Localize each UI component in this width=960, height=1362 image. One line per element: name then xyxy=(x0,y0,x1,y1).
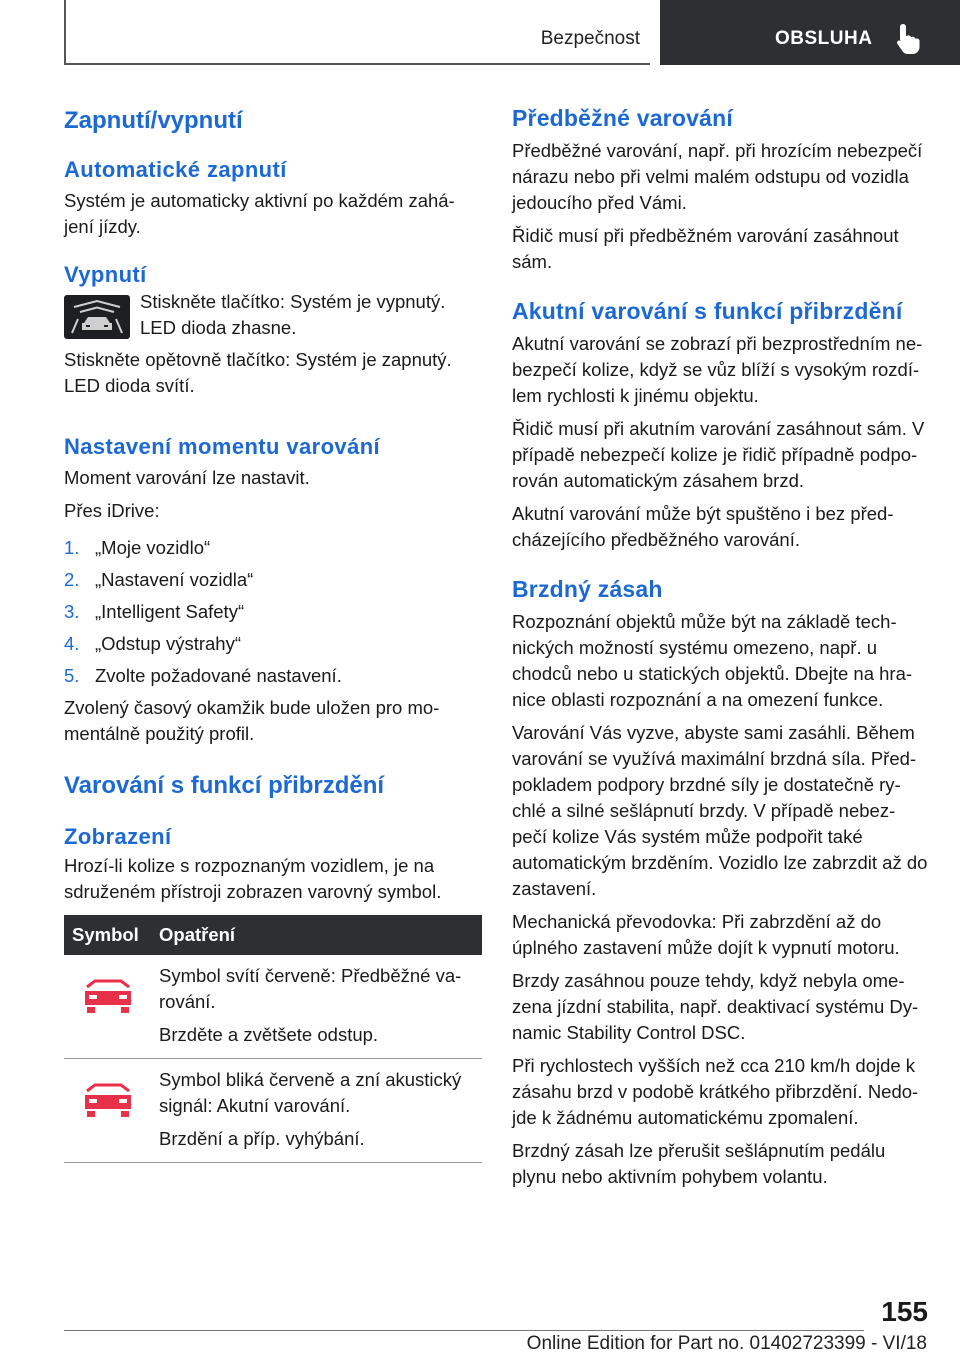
list-item xyxy=(64,663,482,689)
action-cell xyxy=(151,955,482,1059)
symbol-table xyxy=(64,915,482,1163)
header-chapter-tab[interactable] xyxy=(660,0,960,65)
page-number: 155 xyxy=(881,1296,928,1327)
text-off-press-button: Stiskněte tlačítko: Systém je vypnutý. LED dioda zhasne. xyxy=(140,291,446,338)
heading-off: Vypnutí xyxy=(64,262,147,287)
step-number: 2. xyxy=(64,569,80,590)
left-column xyxy=(64,100,482,1163)
text-brake-3: Mechanická převodovka: Při zabrzdění až do úplného zastavení může dojít k vypnutí motoru. xyxy=(512,911,900,958)
text-via-idrive: Přes iDrive: xyxy=(64,500,160,521)
text-acute-2: Řidič musí při akutním varování zasáhnout sám. V případě nebezpečí kolize je řidič případně podpo-rován automatickým zásahem brzd. xyxy=(512,418,925,491)
heading-brake-intervention: Brzdný zásah xyxy=(512,576,663,602)
list-item xyxy=(64,631,482,657)
heading-pre-warning: Předběžné varování xyxy=(512,105,733,131)
list-item xyxy=(64,567,482,593)
text-moment-adjust: Moment varování lze nastavit. xyxy=(64,467,310,488)
column-header-symbol: Symbol xyxy=(64,915,151,955)
column-header-action: Opatření xyxy=(151,915,482,955)
footer-edition: Online Edition for Part no. 01402723399 - VI/18 xyxy=(526,1333,927,1354)
step-text: „Moje vozidlo“ xyxy=(95,537,211,558)
text-acute-1: Akutní varování se zobrazí při bezprostředním ne-bezpečí kolize, když se vůz blíží s vysokým rozdí-lem rychlosti k jinému objektu. xyxy=(512,333,923,406)
action-line2: Brzdění a příp. vyhýbání. xyxy=(159,1128,365,1149)
step-number: 3. xyxy=(64,601,80,622)
heading-warning-braking: Varování s funkcí přibrzdění xyxy=(64,772,385,799)
step-number: 4. xyxy=(64,633,80,654)
text-brake-5: Při rychlostech vyšších než cca 210 km/h dojde k zásahu brzd v podobě krátkého přibrzdění. Nedo-jde k žádnému automatickému zpomalení. xyxy=(512,1055,919,1128)
text-acute-3: Akutní varování může být spuštěno i bez před-cházejícího předběžného varování. xyxy=(512,503,894,550)
header-chapter-label: OBSLUHA xyxy=(775,28,873,49)
text-pre-warning-1: Předběžné varování, např. při hrozícím nebezpečí nárazu nebo při velmi malém odstupu od vozidla jedoucího před Vámi. xyxy=(512,140,923,213)
step-text: Zvolte požadované nastavení. xyxy=(95,665,342,686)
step-text: „Intelligent Safety“ xyxy=(95,601,245,622)
heading-on-off: Zapnutí/vypnutí xyxy=(64,107,243,134)
heading-display: Zobrazení xyxy=(64,824,172,849)
text-brake-1: Rozpoznání objektů může být na základě tech-nických možností systému omezeno, např. u chodců nebo u statických objektů. Dbejte na hra-nice oblasti rozpoznání a na omezení funkce. xyxy=(512,611,913,710)
text-automatic-on: Systém je automaticky aktivní po každém zahá-jení jízdy. xyxy=(64,190,455,237)
table-row xyxy=(64,1059,482,1163)
list-item xyxy=(64,535,482,561)
header-left-rule xyxy=(64,0,66,64)
action-line1: Symbol bliká červeně a zní akustický signál: Akutní varování. xyxy=(159,1069,462,1116)
step-number: 1. xyxy=(64,537,80,558)
step-text: „Odstup výstrahy“ xyxy=(95,633,241,654)
text-brake-6: Brzdný zásah lze přerušit sešlápnutím pedálu plynu nebo aktivním pohybem volantu. xyxy=(512,1140,886,1187)
heading-warning-moment: Nastavení momentu varování xyxy=(64,434,381,459)
action-line2: Brzděte a zvětšete odstup. xyxy=(159,1024,379,1045)
action-cell xyxy=(151,1059,482,1163)
text-display: Hrozí-li kolize s rozpoznaným vozidlem, je na sdruženém přístroji zobrazen varovný symbol. xyxy=(64,855,442,902)
text-press-again: Stiskněte opětovně tlačítko: Systém je zapnutý. LED dioda svítí. xyxy=(64,349,452,396)
hand-pointer-icon xyxy=(894,22,924,56)
text-brake-4: Brzdy zasáhnou pouze tehdy, když nebyla ome-zena jízdní stabilita, např. deaktivací systému Dy-namic Stability Control DSC. xyxy=(512,970,919,1043)
table-row xyxy=(64,955,482,1059)
idrive-steps-list xyxy=(64,535,482,689)
right-column xyxy=(512,100,930,1190)
collision-warning-button-icon xyxy=(64,295,130,339)
text-brake-2: Varování Vás vyzve, abyste sami zasáhli. Během varování se využívá maximální brzdná síla. Před-pokladem podpory brzdné síly je dostatečně ry-chlé a silné sešlápnutí brzdy. V případě nebez-pečí kolize Vás systém může podpořit také automatickým brzděním. Vozidlo lze zabrzdit až do zastavení. xyxy=(512,722,928,899)
symbol-cell xyxy=(64,1059,151,1163)
action-line1: Symbol svítí červeně: Předběžné va-rování. xyxy=(159,965,462,1012)
heading-acute-warning: Akutní varování s funkcí přibrzdění xyxy=(512,298,903,324)
off-instruction-row xyxy=(64,289,482,341)
step-text: „Nastavení vozidla“ xyxy=(95,569,254,590)
car-warning-icon xyxy=(83,1106,133,1123)
symbol-cell xyxy=(64,955,151,1059)
car-warning-icon xyxy=(83,1002,133,1019)
text-profile-saved: Zvolený časový okamžik bude uložen pro mo-mentálně použitý profil. xyxy=(64,697,440,744)
header-bottom-rule xyxy=(64,63,650,65)
footer-rule xyxy=(64,1330,864,1331)
step-number: 5. xyxy=(64,665,80,686)
text-pre-warning-2: Řidič musí při předběžném varování zasáhnout sám. xyxy=(512,225,899,272)
list-item xyxy=(64,599,482,625)
heading-automatic-on: Automatické zapnutí xyxy=(64,157,287,182)
header-section-title: Bezpečnost xyxy=(540,28,640,49)
